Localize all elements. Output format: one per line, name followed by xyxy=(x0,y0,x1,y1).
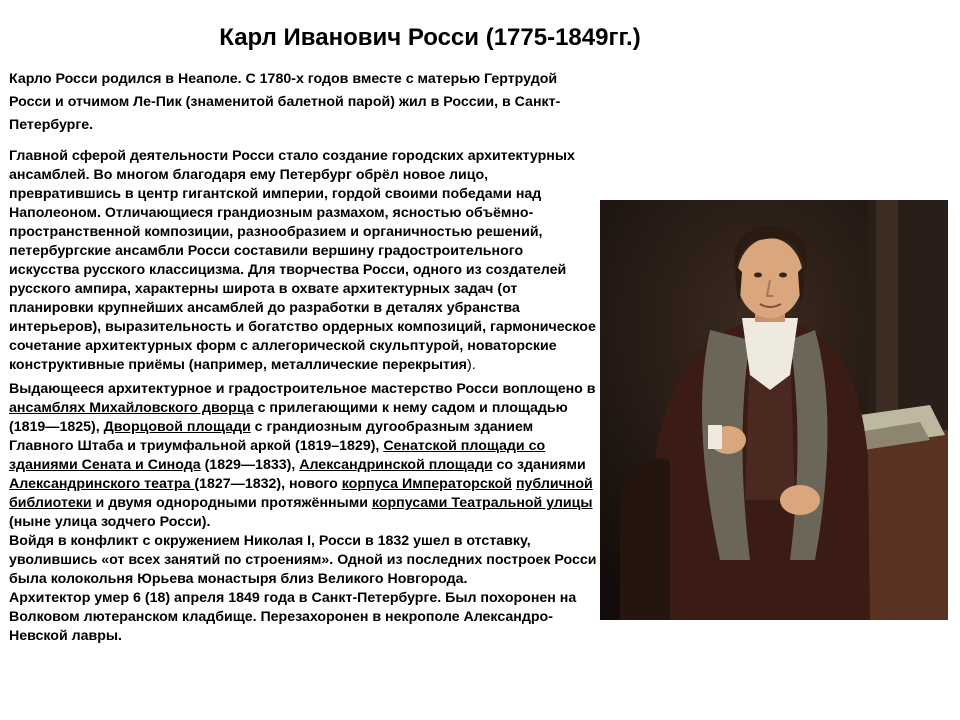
portrait-svg xyxy=(600,200,948,620)
works-text-5: со зданиями xyxy=(492,457,586,473)
works-text-9: ныне улица зодчего Росси). xyxy=(13,514,211,530)
works-text-6: (1827—1832), нового xyxy=(194,476,342,492)
works-text-3: с грандиозным дугообразным зданием Главного Штаба и триумфальной аркой (1819–1829), xyxy=(9,419,534,454)
link-theatre-street[interactable]: корпусами Театральной улицы ( xyxy=(9,495,593,530)
paragraph-career-text: Главной сферой деятельности Росси стало создание городских архитектурных ансамблей. Во многом благодаря ему Петербург обрёл новое лицо, превратившись в центр гигантской империи, гордой своими победами над Наполеоном. Отличающиеся грандиозным размахом, ясностью объёмно-пространственной композиции, разнообразием и органичностью решений, петербургские ансамбли Росси составили вершину градостроительного искусства русского классицизма. Для творчества Росси, одного из создателей русского ампира, характерны широта в охвате архитектурных задач (от планировки крупнейших ансамблей до разработки в деталях убранства интерьеров), выразительность и богатство ордерных композиций, гармоническое сочетание архитектурных форм с аллегорической скульптурой, новаторские конструктивные приёмы (например, металлические перекрытия xyxy=(9,148,596,373)
paragraph-death: Архитектор умер 6 (18) апреля 1849 года в Санкт-Петербурге. Был похоронен на Волковом лютеранском кладбище. Перезахоронен в некрополе Александро-Невской лавры. xyxy=(9,590,577,644)
biography-text xyxy=(9,68,597,646)
link-mikhailovsky-palace[interactable]: ансамблях Михайловского дворца xyxy=(9,400,254,416)
works-text-2: с прилегающими к нему садом и площадью (1819—1825), xyxy=(9,400,568,435)
works-text-1: Выдающееся архитектурное и градостроительное мастерство Росси воплощено в xyxy=(9,381,596,397)
link-alexandrinsky-theatre[interactable]: Александринского театра xyxy=(9,476,195,492)
link-senate-square[interactable]: Сенатской площади со зданиями Сената и Синода xyxy=(9,438,546,473)
works-text-8: и двумя однородными протяжёнными xyxy=(91,495,372,511)
link-public-library[interactable]: публичной библиотеки xyxy=(9,476,593,511)
paragraph-career-tail: ). xyxy=(466,357,476,373)
paragraph-career xyxy=(9,147,597,375)
link-imperial-library-building[interactable]: корпуса Императорской xyxy=(341,476,513,492)
portrait-painting-icon xyxy=(600,200,948,620)
link-palace-square[interactable]: Дворцовой площади xyxy=(103,419,251,435)
link-alexandrinskaya-square[interactable]: Александринской площади xyxy=(299,457,493,473)
paragraph-works xyxy=(9,380,597,532)
works-text-4: (1829—1833), xyxy=(200,457,300,473)
paragraph-birth: Карло Росси родился в Неаполе. С 1780-х годов вместе с матерью Гертрудой Росси и отчимом Ле-Пик (знаменитой балетной парой) жил в России, в Санкт-Петербурге. xyxy=(9,71,561,133)
page-title: Карл Иванович Росси (1775-1849гг.) xyxy=(219,24,641,51)
paragraph-resignation: Войдя в конфликт с окружением Николая I, Росси в 1832 ушел в отставку, уволившись «от всех занятий по строениям». Одной из последних построек Росси была колокольня Юрьева монастыря близ Великого Новгорода. xyxy=(9,533,597,587)
